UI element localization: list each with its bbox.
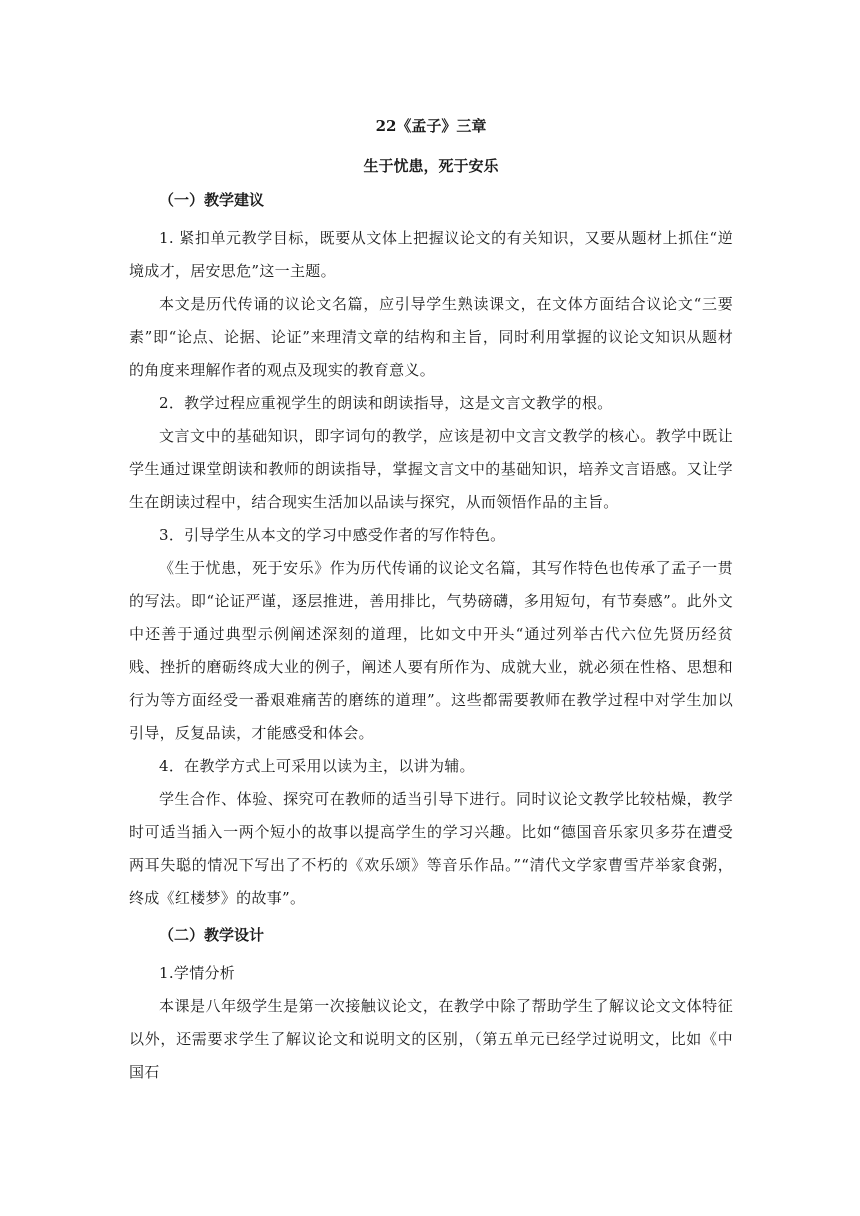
paragraph: 4．在教学方式上可采用以读为主，以讲为辅。 bbox=[159, 757, 475, 775]
paragraph: 3．引导学生从本文的学习中感受作者的写作特色。 bbox=[159, 526, 506, 544]
section-heading-teaching-suggestions: （一）教学建议 bbox=[159, 191, 265, 209]
paragraph: 本文是历代传诵的议论文名篇，应引导学生熟读课文，在文体方面结合议论文“三要素”即“论点、论据、论证”来理清文章的结构和主旨，同时利用掌握的议论文知识从题材的角度来理解作者的观点及现实的教育意义。 bbox=[129, 295, 733, 379]
paragraph: 1.学情分析 bbox=[159, 964, 236, 982]
document-subtitle: 生于忧患，死于安乐 bbox=[363, 157, 499, 175]
paragraph: 学生合作、体验、探究可在教师的适当引导下进行。同时议论文教学比较枯燥，教学时可适当插入一两个短小的故事以提高学生的学习兴趣。比如“德国音乐家贝多芬在遭受两耳失聪的情况下写出了不朽的《欢乐颂》等音乐作品。”“清代文学家曹雪芹举家食粥，终成《红楼梦》的故事”。 bbox=[129, 790, 733, 907]
section-heading-teaching-design: （二）教学设计 bbox=[159, 926, 265, 944]
paragraph: 文言文中的基础知识，即字词句的教学，应该是初中文言文教学的核心。教学中既让学生通过课堂朗读和教师的朗读指导，掌握文言文中的基础知识，培养文言语感。又让学生在朗读过程中，结合现实生活加以品读与探究，从而领悟作品的主旨。 bbox=[129, 427, 733, 511]
document-content bbox=[129, 116, 733, 1089]
paragraph: 2．教学过程应重视学生的朗读和朗读指导，这是文言文教学的根。 bbox=[159, 394, 613, 412]
paragraph: 《生于忧患，死于安乐》作为历代传诵的议论文名篇，其写作特色也传承了孟子一贯的写法。即“论证严谨，逐层推进，善用排比，气势磅礴，多用短句，有节奏感”。此外文中还善于通过典型示例阐述深刻的道理，比如文中开头“通过列举古代六位先贤历经贫贱、挫折的磨砺终成大业的例子，阐述人要有所作为、成就大业，就必须在性格、思想和行为等方面经受一番艰难痛苦的磨练的道理”。这些都需要教师在教学过程中对学生加以引导，反复品读，才能感受和体会。 bbox=[129, 559, 733, 742]
paragraph: 本课是八年级学生是第一次接触议论文，在教学中除了帮助学生了解议论文文体特征以外，还需要求学生了解议论文和说明文的区别，（第五单元已经学过说明文，比如《中国石 bbox=[129, 997, 733, 1081]
paragraph: 1. 紧扣单元教学目标，既要从文体上把握议论文的有关知识，又要从题材上抓住“逆境成才，居安思危”这一主题。 bbox=[129, 229, 733, 280]
document-title: 22《孟子》三章 bbox=[375, 117, 487, 135]
